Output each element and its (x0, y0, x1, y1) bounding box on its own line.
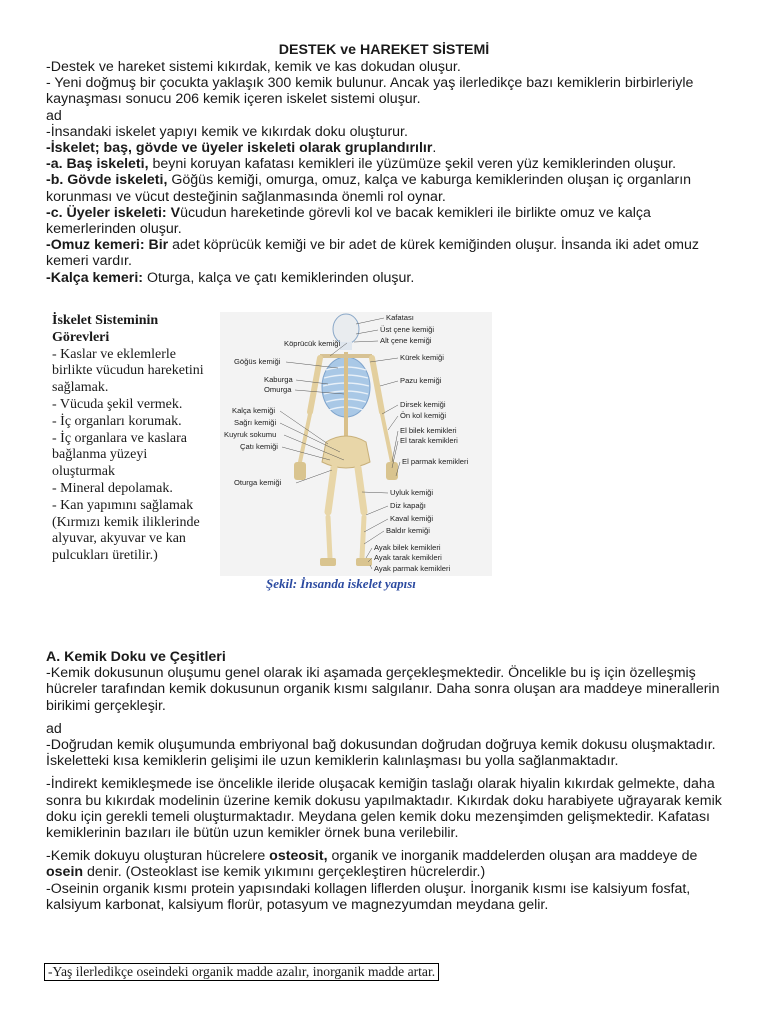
functions-block (52, 313, 212, 565)
function-item: - Vücuda şekil vermek. (52, 396, 183, 412)
bone-label: Ayak bilek kemikleri (374, 543, 441, 552)
functions-heading: İskelet Sisteminin Görevleri (52, 313, 159, 345)
bone-label: Pazu kemiği (400, 376, 442, 385)
item-hip: -Kalça kemeri: Oturga, kalça ve çatı kemiklerinden oluşur. (46, 269, 415, 286)
bone-label: El parmak kemikleri (402, 457, 469, 466)
intro-line: - Yeni doğmuş bir çocukta yaklaşık 300 kemik bulunur. Ancak yaş ilerledikçe bazı kemiklerin birbirleriyle kaynaşması sonucu 206 kemik içeren iskelet sistemi oluşur. (46, 75, 694, 108)
item-head: -a. Baş iskeleti, beyni koruyan kafatası kemikleri ile yüzümüze şekil veren yüz kemiklerinden oluşur. (46, 156, 677, 173)
left-bone-labels (224, 339, 340, 487)
section-paragraph: -İndirekt kemikleşmede ise öncelikle ileride oluşacak kemiğin taslağı olarak hiyalin kıkırdak gelmekte, daha sonra bu kıkırdak modelinin üzerine kemik dokusu yapılmaktadır. Kıkırdak doku harabiyete uğrayarak kemik doku için gerekli temeli oluşturmaktadır. Meydana gelen kemik doku mezenşimden gelişmektedir. Kafatası kemiklerinin bazıları ile bütün uzun kemikler örnek buna verilebilir. (46, 776, 722, 842)
section-paragraph: -Kemik dokusunun oluşumu genel olarak iki aşamada gerçekleşmektedir. Öncelikle bu iş için özelleşmiş hücreler tarafından kemik dokusunun organik kısmı salgılanır. Daha sonra oluşan ara maddeye minerallerin birikimi gerçekleşir. (46, 665, 720, 714)
bone-label: Göğüs kemiği (234, 357, 281, 366)
page-title: DESTEK ve HAREKET SİSTEMİ (278, 42, 490, 58)
skeleton-figure (220, 312, 492, 576)
bone-label: El tarak kemikleri (400, 436, 458, 445)
bone-label: Oturga kemiği (234, 478, 282, 487)
item-shoulder: -Omuz kemeri: Bir adet köprücük kemiği ve bir adet de kürek kemiğinden oluşur. İnsanda iki adet omuz kemeri vardır. (46, 237, 699, 270)
function-item: - Mineral depolamak. (52, 480, 173, 496)
section-paragraph: -Oseinin organik kısmı protein yapısındaki kollagen liflerden oluşur. İnorganik kısmı ise kalsiyum fosfat, kalsiyum karbonat, kalsiyum florür, potasyum ve magnezyumdan meydana gelir. (46, 880, 691, 913)
item-body: -b. Gövde iskeleti, Göğüs kemiği, omurga, omuz, kalça ve kaburga kemiklerinden oluşan iç organların korunması ve vücut desteğinin sağlanmasında önemli rol oynar. (46, 172, 692, 205)
intro-line: -İnsandaki iskelet yapıyı kemik ve kıkırdak doku oluşturur. (46, 123, 408, 140)
figure-caption: Şekil: İnsanda iskelet yapısı (266, 576, 416, 591)
section-paragraph: -Doğrudan kemik oluşumunda embriyonal bağ dokusundan doğrudan doğruya kemik dokusu oluşmaktadır. İskeletteki kısa kemiklerin gelişimi ile uzun kemiklerin kalınlaşması bu yolla sağlanmaktadır. (46, 737, 716, 770)
function-item: - İç organlara ve kaslara bağlanma yüzeyi oluşturmak (52, 430, 187, 480)
bone-label: Sağrı kemiği (234, 418, 277, 427)
bone-label: Kafatası (386, 313, 414, 322)
bone-label: El bilek kemikleri (400, 426, 457, 435)
bone-label: Köprücük kemiği (284, 339, 341, 348)
bone-label: Üst çene kemiği (380, 325, 435, 334)
groups-heading: -İskelet; baş, gövde ve üyeler iskeleti olarak gruplandırılır. (46, 140, 437, 157)
intro-block (46, 59, 726, 286)
bone-label: Omurga (264, 385, 292, 394)
bone-label: Kürek kemiği (400, 353, 444, 362)
section-a (46, 649, 726, 913)
section-heading: A. Kemik Doku ve Çeşitleri (46, 649, 226, 665)
bone-label: Çatı kemiği (240, 442, 278, 451)
bone-label: Uyluk kemiği (390, 488, 434, 497)
boxed-note: -Yaş ilerledikçe oseindeki organik madde azalır, inorganik madde artar. (44, 963, 439, 981)
item-limbs: -c. Üyeler iskeleti: Vücudun hareketinde görevli kol ve bacak kemikleri ile birlikte omuz ve kalça kemerlerinden oluşur. (46, 204, 651, 238)
bone-label: Kaburga (264, 375, 293, 384)
bone-label: Alt çene kemiği (380, 336, 432, 345)
bone-label: Ayak tarak kemikleri (374, 553, 442, 562)
bone-label: Kuyruk sokumu (224, 430, 277, 439)
bone-label: Dirsek kemiği (400, 400, 446, 409)
skeleton-illustration (220, 312, 492, 576)
section-paragraph: ad (46, 720, 62, 737)
bone-label: Kaval kemiği (390, 514, 434, 523)
function-item: - Kaslar ve eklemlerle birlikte vücudun hareketini sağlamak. (52, 346, 204, 396)
bone-label: Diz kapağı (390, 501, 426, 510)
bone-label: Ayak parmak kemikleri (374, 564, 451, 573)
section-paragraph: -Kemik dokuyu oluşturan hücrelere osteosit, organik ve inorganik maddelerden oluşan ara maddeye de osein denir. (Osteoklast ise kemik yıkımını gerçekleştiren hücrelerdir.) (46, 848, 698, 881)
intro-line: -Destek ve hareket sistemi kıkırdak, kemik ve kas dokudan oluşur. (46, 59, 461, 75)
bone-label: Ön kol kemiği (400, 411, 447, 420)
bone-label: Baldır kemiği (386, 526, 430, 535)
intro-line: ad (46, 107, 62, 124)
function-item: - İç organları korumak. (52, 413, 182, 429)
bone-label: Kalça kemiği (232, 406, 276, 415)
function-item: - Kan yapımını sağlamak (Kırmızı kemik iliklerinde alyuvar, akyuvar ve kan pulcukları üretilir.) (52, 497, 200, 564)
